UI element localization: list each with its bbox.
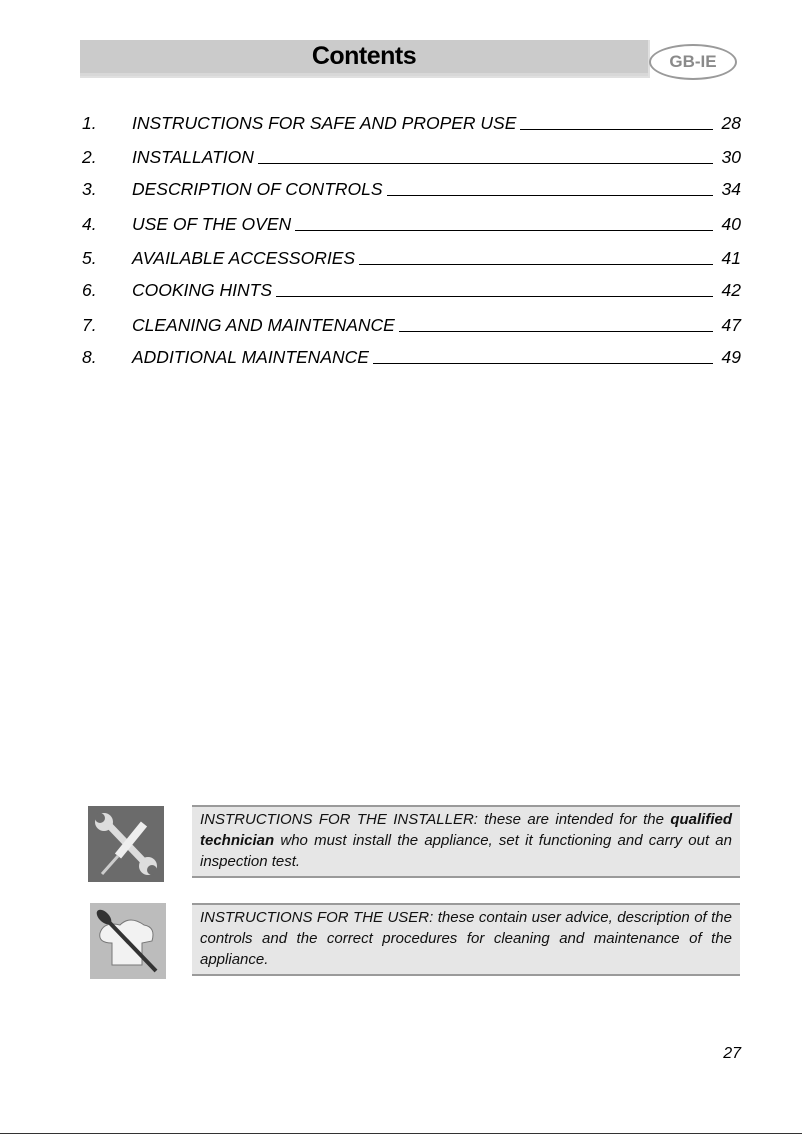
installer-note-rest: who must install the appliance, set it functioning and carry out an inspection test. (200, 832, 732, 870)
toc-page: 42 (721, 280, 741, 300)
installer-note-bold: qualified technician (200, 811, 732, 849)
contents-header (80, 40, 650, 78)
toc-entry[interactable] (82, 347, 741, 368)
toc-page: 47 (721, 315, 741, 335)
toc-page: 34 (721, 179, 741, 199)
toc-title: USE OF THE OVEN (132, 214, 292, 234)
toc-leader (387, 194, 713, 196)
language-badge: GB-IE (649, 44, 737, 80)
chef-spoon-icon (90, 903, 166, 979)
toc-page: 41 (721, 248, 741, 268)
toc-number: 7. (82, 315, 97, 335)
toc-page: 30 (721, 147, 741, 167)
toc-title: COOKING HINTS (132, 280, 273, 300)
page-number: 27 (723, 1045, 741, 1062)
toc-leader (399, 330, 713, 332)
toc-number: 2. (82, 147, 97, 167)
user-note: INSTRUCTIONS FOR THE USER: these contain user advice, description of the controls and the correct procedures for cleaning and maintenance of the appliance. (192, 903, 740, 976)
toc-number: 4. (82, 214, 97, 234)
installer-note-lead: INSTRUCTIONS FOR THE INSTALLER: these are intended for the (200, 811, 671, 828)
toc-title: INSTRUCTIONS FOR SAFE AND PROPER USE (132, 113, 517, 133)
toc-entry[interactable] (82, 280, 741, 301)
toc-leader (295, 229, 713, 231)
toc-leader (520, 128, 713, 130)
toc-title: CLEANING AND MAINTENANCE (132, 315, 395, 335)
page-title: Contents (311, 42, 417, 70)
toc-title: INSTALLATION (132, 147, 254, 167)
wrench-screwdriver-icon (88, 806, 164, 882)
installer-note (192, 805, 740, 878)
toc-entry[interactable] (82, 315, 741, 336)
toc-leader (373, 362, 713, 364)
bottom-rule (0, 1133, 802, 1134)
toc-number: 6. (82, 280, 97, 300)
toc-leader (258, 162, 713, 164)
toc-page: 40 (721, 214, 741, 234)
toc-number: 3. (82, 179, 97, 199)
toc-entry[interactable] (82, 113, 741, 134)
toc-leader (359, 263, 713, 265)
toc-title: DESCRIPTION OF CONTROLS (132, 179, 383, 199)
toc-number: 1. (82, 113, 97, 133)
toc-number: 5. (82, 248, 97, 268)
toc-entry[interactable] (82, 179, 741, 200)
toc-page: 28 (721, 113, 741, 133)
toc-number: 8. (82, 347, 97, 367)
toc-leader (276, 295, 713, 297)
toc-title: AVAILABLE ACCESSORIES (132, 248, 356, 268)
toc-entry[interactable] (82, 214, 741, 235)
toc-page: 49 (721, 347, 741, 367)
toc-entry[interactable] (82, 248, 741, 269)
toc-entry[interactable] (82, 147, 741, 168)
toc-title: ADDITIONAL MAINTENANCE (132, 347, 369, 367)
